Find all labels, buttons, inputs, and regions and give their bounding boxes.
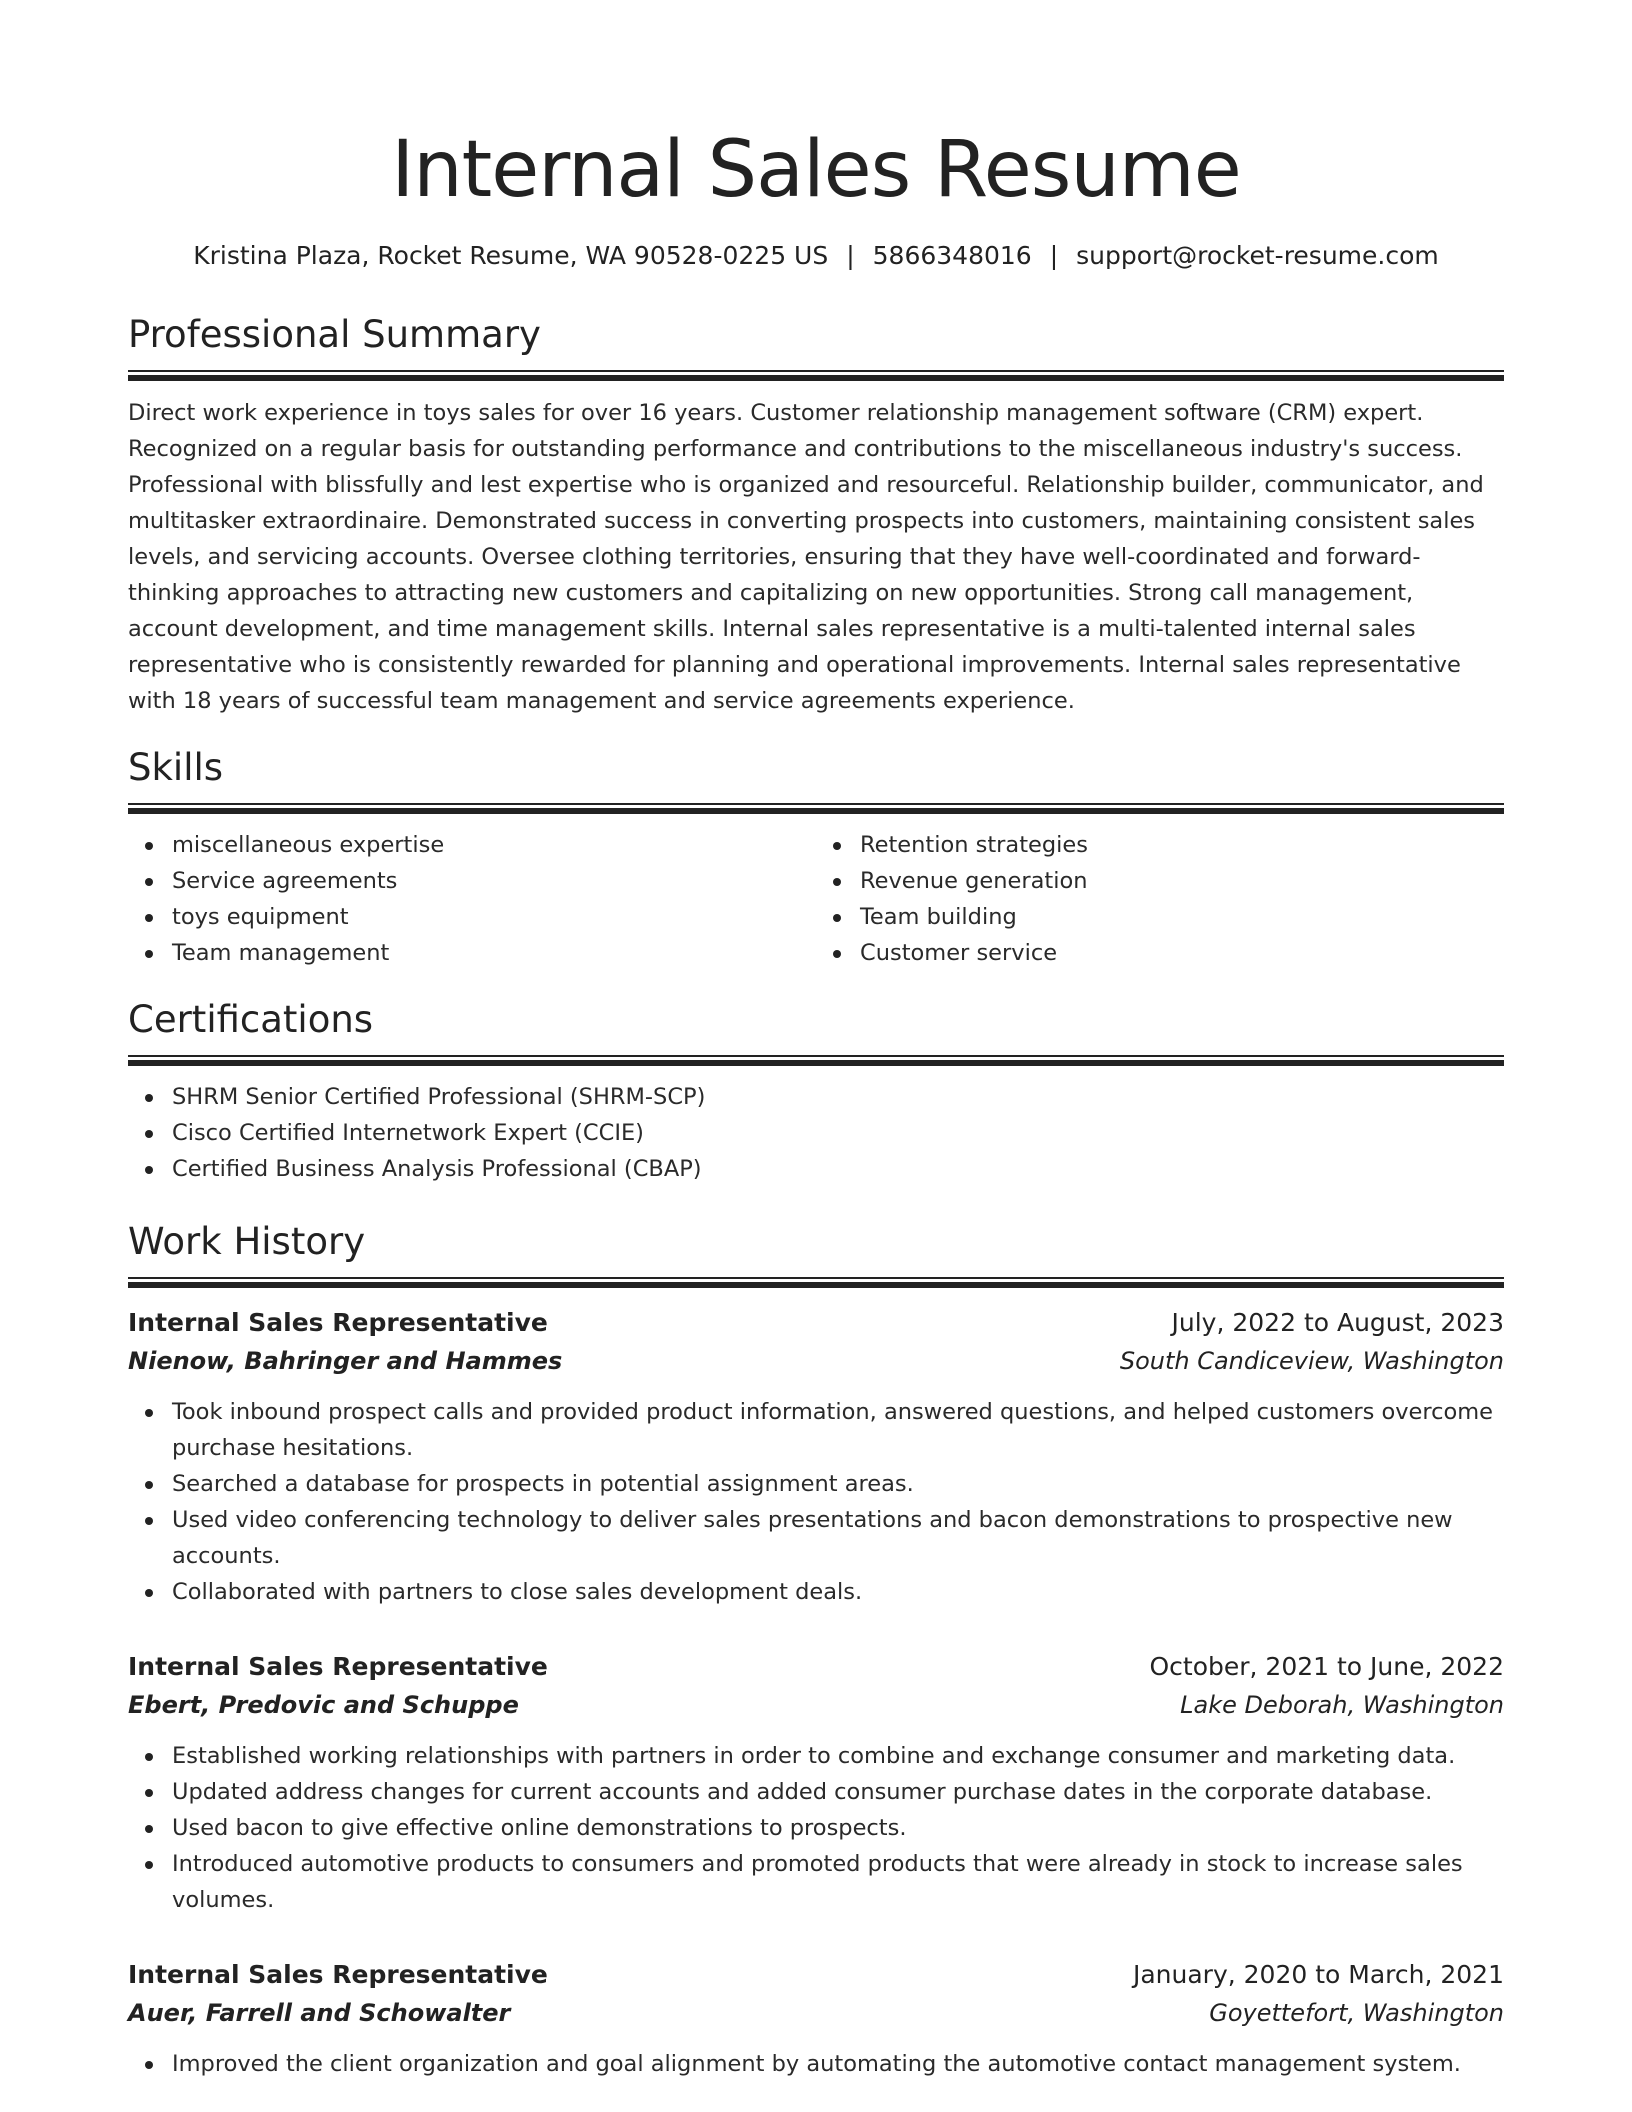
job-bullet: Collaborated with partners to close sales development deals. — [172, 1574, 1504, 1610]
section-divider — [128, 1277, 1504, 1288]
job-bullet: Updated address changes for current accounts and added consumer purchase dates in the corporate database. — [172, 1774, 1504, 1810]
certification-item: SHRM Senior Certified Professional (SHRM-SCP) — [172, 1079, 1504, 1115]
job-dates: July, 2022 to August, 2023 — [1171, 1308, 1504, 1337]
job-header — [128, 1648, 1504, 1686]
job-bullets — [128, 1738, 1504, 1918]
job-employer: Nienow, Bahringer and Hammes — [128, 1347, 563, 1375]
certification-item: Certified Business Analysis Professional (CBAP) — [172, 1151, 1504, 1187]
job-bullets — [128, 1394, 1504, 1610]
resume-title: Internal Sales Resume — [391, 125, 1241, 215]
skill-item: Team building — [860, 899, 1504, 935]
section-heading-summary: Professional Summary — [128, 313, 541, 356]
summary-section — [128, 312, 1504, 719]
skill-item: miscellaneous expertise — [172, 827, 816, 863]
skills-list-left — [128, 827, 816, 971]
skill-item: toys equipment — [172, 899, 816, 935]
job-dates: October, 2021 to June, 2022 — [1149, 1652, 1504, 1681]
job-bullet: Established working relationships with partners in order to combine and exchange consumer and marketing data. — [172, 1738, 1504, 1774]
contact-address: Kristina Plaza, Rocket Resume, WA 90528-0225 US — [193, 241, 829, 270]
contact-separator: | — [1049, 241, 1059, 270]
contact-line — [128, 240, 1504, 272]
certification-item: Cisco Certified Internetwork Expert (CCIE) — [172, 1115, 1504, 1151]
skills-list-right — [816, 827, 1504, 971]
job-entry — [128, 1956, 1504, 2082]
skill-item: Revenue generation — [860, 863, 1504, 899]
contact-phone: 5866348016 — [872, 241, 1032, 270]
job-dates: January, 2020 to March, 2021 — [1132, 1960, 1504, 1989]
section-divider — [128, 370, 1504, 381]
job-location: Goyettefort, Washington — [1209, 1999, 1504, 2027]
section-heading-skills: Skills — [128, 746, 224, 789]
skill-item: Service agreements — [172, 863, 816, 899]
certifications-section — [128, 997, 1504, 1187]
contact-separator: | — [846, 241, 855, 270]
job-bullet: Improved the client organization and goal alignment by automating the automotive contact management system. — [172, 2046, 1504, 2082]
job-employer: Ebert, Predovic and Schuppe — [128, 1691, 519, 1719]
job-bullet: Searched a database for prospects in potential assignment areas. — [172, 1466, 1504, 1502]
job-bullet: Introduced automotive products to consumers and promoted products that were already in stock to increase sales volumes. — [172, 1846, 1504, 1918]
contact-email: support@rocket-resume.com — [1076, 241, 1439, 270]
job-entry — [128, 1304, 1504, 1610]
skills-section — [128, 745, 1504, 971]
skills-columns — [128, 827, 1504, 971]
job-location: South Candiceview, Washington — [1119, 1347, 1504, 1375]
certifications-list — [128, 1079, 1504, 1187]
job-subheader — [128, 1342, 1504, 1380]
job-bullet: Used bacon to give effective online demonstrations to prospects. — [172, 1810, 1504, 1846]
job-bullets — [128, 2046, 1504, 2082]
job-subheader — [128, 1686, 1504, 1724]
job-subheader — [128, 1994, 1504, 2032]
job-bullet: Used video conferencing technology to deliver sales presentations and bacon demonstrations to prospective new accounts. — [172, 1502, 1504, 1574]
job-header — [128, 1956, 1504, 1994]
section-divider — [128, 803, 1504, 814]
section-heading-work-history: Work History — [128, 1220, 366, 1263]
job-location: Lake Deborah, Washington — [1180, 1691, 1504, 1719]
skill-item: Team management — [172, 935, 816, 971]
job-header — [128, 1304, 1504, 1342]
resume-page — [128, 0, 1504, 2082]
skill-item: Customer service — [860, 935, 1504, 971]
job-title: Internal Sales Representative — [128, 1960, 548, 1989]
job-employer: Auer, Farrell and Schowalter — [128, 1999, 511, 2027]
work-history-section — [128, 1219, 1504, 2082]
summary-text: Direct work experience in toys sales for over 16 years. Customer relationship management software (CRM) expert. Recognized on a regular basis for outstanding performance and contributions to the miscellaneous industry's success. Professional with blissfully and lest expertise who is organized and resourceful. Relationship builder, communicator, and multitasker extraordinaire. Demonstrated success in converting prospects into customers, maintaining consistent sales levels, and servicing accounts. Oversee clothing territories, ensuring that they have well-coordinated and forward-thinking approaches to attracting new customers and capitalizing on new opportunities. Strong call management, account development, and time management skills. Internal sales representative is a multi-talented internal sales representative who is consistently rewarded for planning and operational improvements. Internal sales representative with 18 years of successful team management and service agreements experience. — [128, 400, 1484, 714]
section-divider — [128, 1055, 1504, 1066]
section-heading-certifications: Certifications — [128, 998, 374, 1041]
job-bullet: Took inbound prospect calls and provided product information, answered questions, and helped customers overcome purchase hesitations. — [172, 1394, 1504, 1466]
job-title: Internal Sales Representative — [128, 1308, 548, 1337]
job-title: Internal Sales Representative — [128, 1652, 548, 1681]
job-entry — [128, 1648, 1504, 1918]
skill-item: Retention strategies — [860, 827, 1504, 863]
